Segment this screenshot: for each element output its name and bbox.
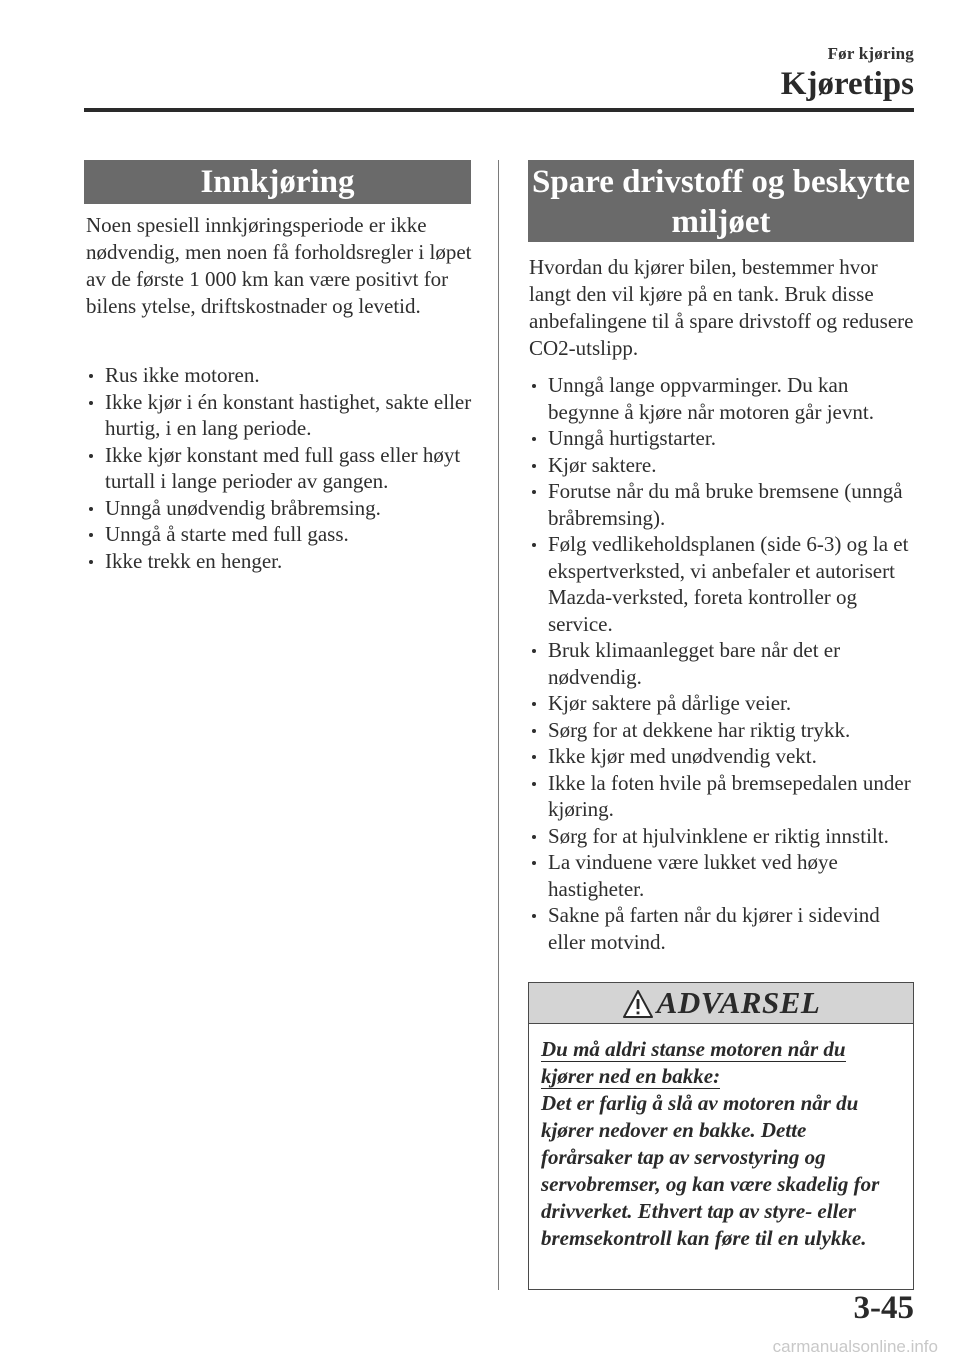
list-item: Ikke kjør i én konstant hastighet, sakte eller hurtig, i en lang periode. <box>86 389 478 442</box>
list-item: Rus ikke motoren. <box>86 362 478 389</box>
spare-drivstoff-intro: Hvordan du kjører bilen, bestemmer hvor langt den vil kjøre på en tank. Bruk disse anbefalingene til å spare drivstoff og redusere CO2-utslipp. <box>529 255 914 360</box>
list-item: Ikke la foten hvile på bremsepedalen under kjøring. <box>529 770 914 823</box>
heading-innkjoring: Innkjøring <box>84 160 471 204</box>
list-item: Forutse når du må bruke bremsene (unngå bråbremsing). <box>529 478 914 531</box>
list-item: La vinduene være lukket ved høye hastigheter. <box>529 849 914 902</box>
bullet-dot-icon <box>532 914 536 918</box>
list-item: Kjør saktere. <box>529 452 914 479</box>
heading-spare-drivstoff <box>528 160 914 242</box>
list-item: Sørg for at dekkene har riktig trykk. <box>529 717 914 744</box>
list-item: Unngå lange oppvarminger. Du kan begynne å kjøre når motoren går jevnt. <box>529 372 914 425</box>
list-item: Unngå å starte med full gass. <box>86 521 478 548</box>
innkjoring-intro: Noen spesiell innkjøringsperiode er ikke nødvendig, men noen få forholdsregler i løpet av de første 1 000 km kan være positivt for bilens ytelse, driftskostnader og levetid. <box>86 213 472 318</box>
list-item: Unngå hurtigstarter. <box>529 425 914 452</box>
list-item: Unngå unødvendig bråbremsing. <box>86 495 478 522</box>
bullet-dot-icon <box>89 374 93 378</box>
spare-drivstoff-bullet-list <box>529 372 914 955</box>
bullet-dot-icon <box>532 543 536 547</box>
list-item: Ikke kjør med unødvendig vekt. <box>529 743 914 770</box>
bullet-dot-icon <box>89 507 93 511</box>
bullet-dot-icon <box>89 454 93 458</box>
column-divider <box>498 160 499 1290</box>
bullet-dot-icon <box>532 782 536 786</box>
bullet-dot-icon <box>532 437 536 441</box>
page-header <box>780 44 914 102</box>
heading-line-2: miljøet <box>671 204 771 240</box>
bullet-dot-icon <box>89 533 93 537</box>
warning-box <box>528 982 914 1290</box>
section-title: Kjøretips <box>780 66 914 102</box>
bullet-dot-icon <box>532 649 536 653</box>
bullet-dot-icon <box>89 401 93 405</box>
list-item: Bruk klimaanlegget bare når det er nødvendig. <box>529 637 914 690</box>
list-item: Kjør saktere på dårlige veier. <box>529 690 914 717</box>
innkjoring-bullet-list <box>86 362 478 574</box>
list-item: Ikke trekk en henger. <box>86 548 478 575</box>
bullet-dot-icon <box>532 702 536 706</box>
warning-header <box>529 983 913 1024</box>
bullet-dot-icon <box>532 490 536 494</box>
warning-text: Det er farlig å slå av motoren når du kjører nedover en bakke. Dette forårsaker tap av servostyring og servobremser, og kan være skadelig for drivverket. Ethvert tap av styre- eller bremsekontroll kan føre til en ulykke. <box>541 1091 880 1250</box>
bullet-dot-icon <box>532 384 536 388</box>
list-item: Sørg for at hjulvinklene er riktig innstilt. <box>529 823 914 850</box>
page-number: 3-45 <box>853 1290 914 1326</box>
watermark: carmanualsonline.info <box>772 1337 938 1356</box>
heading-line-1: Spare drivstoff og beskytte <box>532 164 910 200</box>
bullet-dot-icon <box>532 464 536 468</box>
list-item: Sakne på farten når du kjører i sidevind eller motvind. <box>529 902 914 955</box>
warning-subheading: Du må aldri stanse motoren når du kjører ned en bakke: <box>541 1037 846 1088</box>
bullet-dot-icon <box>532 861 536 865</box>
bullet-dot-icon <box>532 729 536 733</box>
header-rule <box>84 108 914 112</box>
bullet-dot-icon <box>532 835 536 839</box>
section-kicker: Før kjøring <box>827 44 914 63</box>
warning-body <box>529 1024 913 1252</box>
warning-subheading-wrap <box>541 1036 901 1090</box>
warning-title: ADVARSEL <box>656 985 821 1020</box>
warning-triangle-icon <box>622 989 654 1019</box>
bullet-dot-icon <box>89 560 93 564</box>
list-item: Følg vedlikeholdsplanen (side 6-3) og la et ekspertverksted, vi anbefaler et autorisert Mazda-verksted, foreta kontroller og service. <box>529 531 914 637</box>
list-item: Ikke kjør konstant med full gass eller høyt turtall i lange perioder av gangen. <box>86 442 478 495</box>
bullet-dot-icon <box>532 755 536 759</box>
